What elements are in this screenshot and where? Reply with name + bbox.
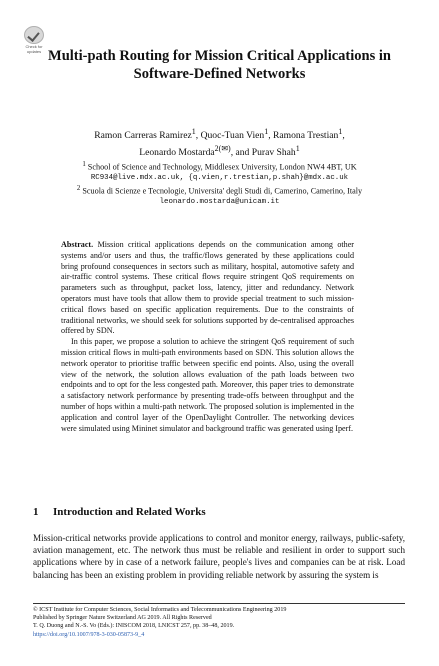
publisher-line: Published by Springer Nature Switzerland AG 2019. All Rights Reserved [33, 615, 212, 622]
abstract [61, 240, 354, 434]
affiliation-2: $^2$ Scuola di Scienze e Tecnologie, Universita' degli Studi di, Camerino, Camerino, Italy [76, 184, 363, 196]
author-affil-marker: 1 [338, 127, 343, 136]
affiliation-2-email[interactable]: leonardo.mostarda@unicam.it [159, 197, 280, 206]
abstract-label: Abstract. [61, 240, 94, 249]
check-mark-icon [24, 26, 44, 44]
affiliation-1: $^1$ School of Science and Technology, Middlesex University, London NW4 4BT, UK [82, 161, 357, 172]
abstract-paragraph-1: Abstract. Mission critical applications depends on the communication among other systems and/or users and thus, the traffic/flows generated by these applications could bring profound consequences in sectors such as military, hospital, automotive safety and air-traffic control systems. These critical flows require stringent QoS requirements on parameters such as throughput, packet loss, latency, jitter and redundancy. Network operators must have tools that allow them to provide special treatment to such mission-critical flows based on specific application requirements. Due to the constraints of traditional networks, we should seek for solutions supported by de-centralised approaches offered by SDN. [61, 240, 354, 336]
author-name: Ramona Trestian [273, 130, 339, 142]
author-list [40, 125, 399, 159]
citation-line: T. Q. Duong and N.-S. Vo (Eds.): INISCOM 2018, LNICST 257, pp. 38–48, 2019. [33, 623, 235, 630]
author-line-2: Leonardo Mostarda$^{2(✉)}$, and Purav Shah$^1$ [139, 144, 300, 159]
author-name: Ramon Carreras Ramirez [94, 130, 192, 142]
intro-paragraph: Mission-critical networks provide applications to control and monitor energy, railways, public-safety, aviation management, etc. The network thus must be reliable and resilient in order to support such applications where by in case of a network failure, people's lives and companies can be at risk. Load balancing has been an existing problem in providing reliable network by assuring the system is [33, 533, 405, 580]
author-name: Quoc-Tuan Vien [200, 130, 265, 142]
badge-label: Check for updates [25, 44, 43, 54]
author-name: Leonardo Mostarda [139, 147, 215, 159]
author-name: Purav Shah [251, 147, 296, 159]
section-number: 1 [33, 506, 39, 518]
paper-title: Multi-path Routing for Mission Critical Applications in Software-Defined Networks [48, 48, 391, 82]
footnote-divider [33, 603, 405, 604]
section-title: Introduction and Related Works [53, 506, 206, 518]
affiliation-1-emails[interactable]: RC934@live.mdx.ac.uk, {q.vien,r.trestian,p.shah}@mdx.ac.uk [90, 174, 349, 183]
footnote-block [33, 603, 405, 639]
section-heading [33, 506, 393, 518]
copyright-line: © ICST Institute for Computer Sciences, Social Informatics and Telecommunications Engineering 2019 [33, 607, 287, 613]
doi-link[interactable]: https://doi.org/10.1007/978-3-030-05873-9_4 [33, 631, 145, 638]
author-affil-marker: 1 [191, 127, 196, 136]
author-line-1: Ramon Carreras Ramirez$^1$, Quoc-Tuan Vien$^1$, Ramona Trestian$^1$, [94, 127, 345, 142]
author-affil-marker: 1 [295, 144, 300, 154]
affiliations [60, 160, 379, 207]
author-affil-marker: 1 [264, 127, 269, 136]
author-affil-marker: 2(✉) [214, 144, 231, 154]
abstract-paragraph-2: In this paper, we propose a solution to achieve the stringent QoS requirement of such mission critical flows in multi-path environments based on SDN. This solution allows the network operator to prioritise traffic between specific end points. Also, using the overall view of the network, the solution allows evaluation of the path loads between two endpoints and to opt for the less congested path. Moreover, this paper tries to demonstrate a satisfactory network performance by presenting trade-offs between throughput and the number of hops within a multi-path network. The proposed solution is implemented in the application and control layer of the OpenDaylight Controller. The networking devices were simulated using Mininet simulator and background traffic was generated using Iperf. [61, 337, 354, 433]
